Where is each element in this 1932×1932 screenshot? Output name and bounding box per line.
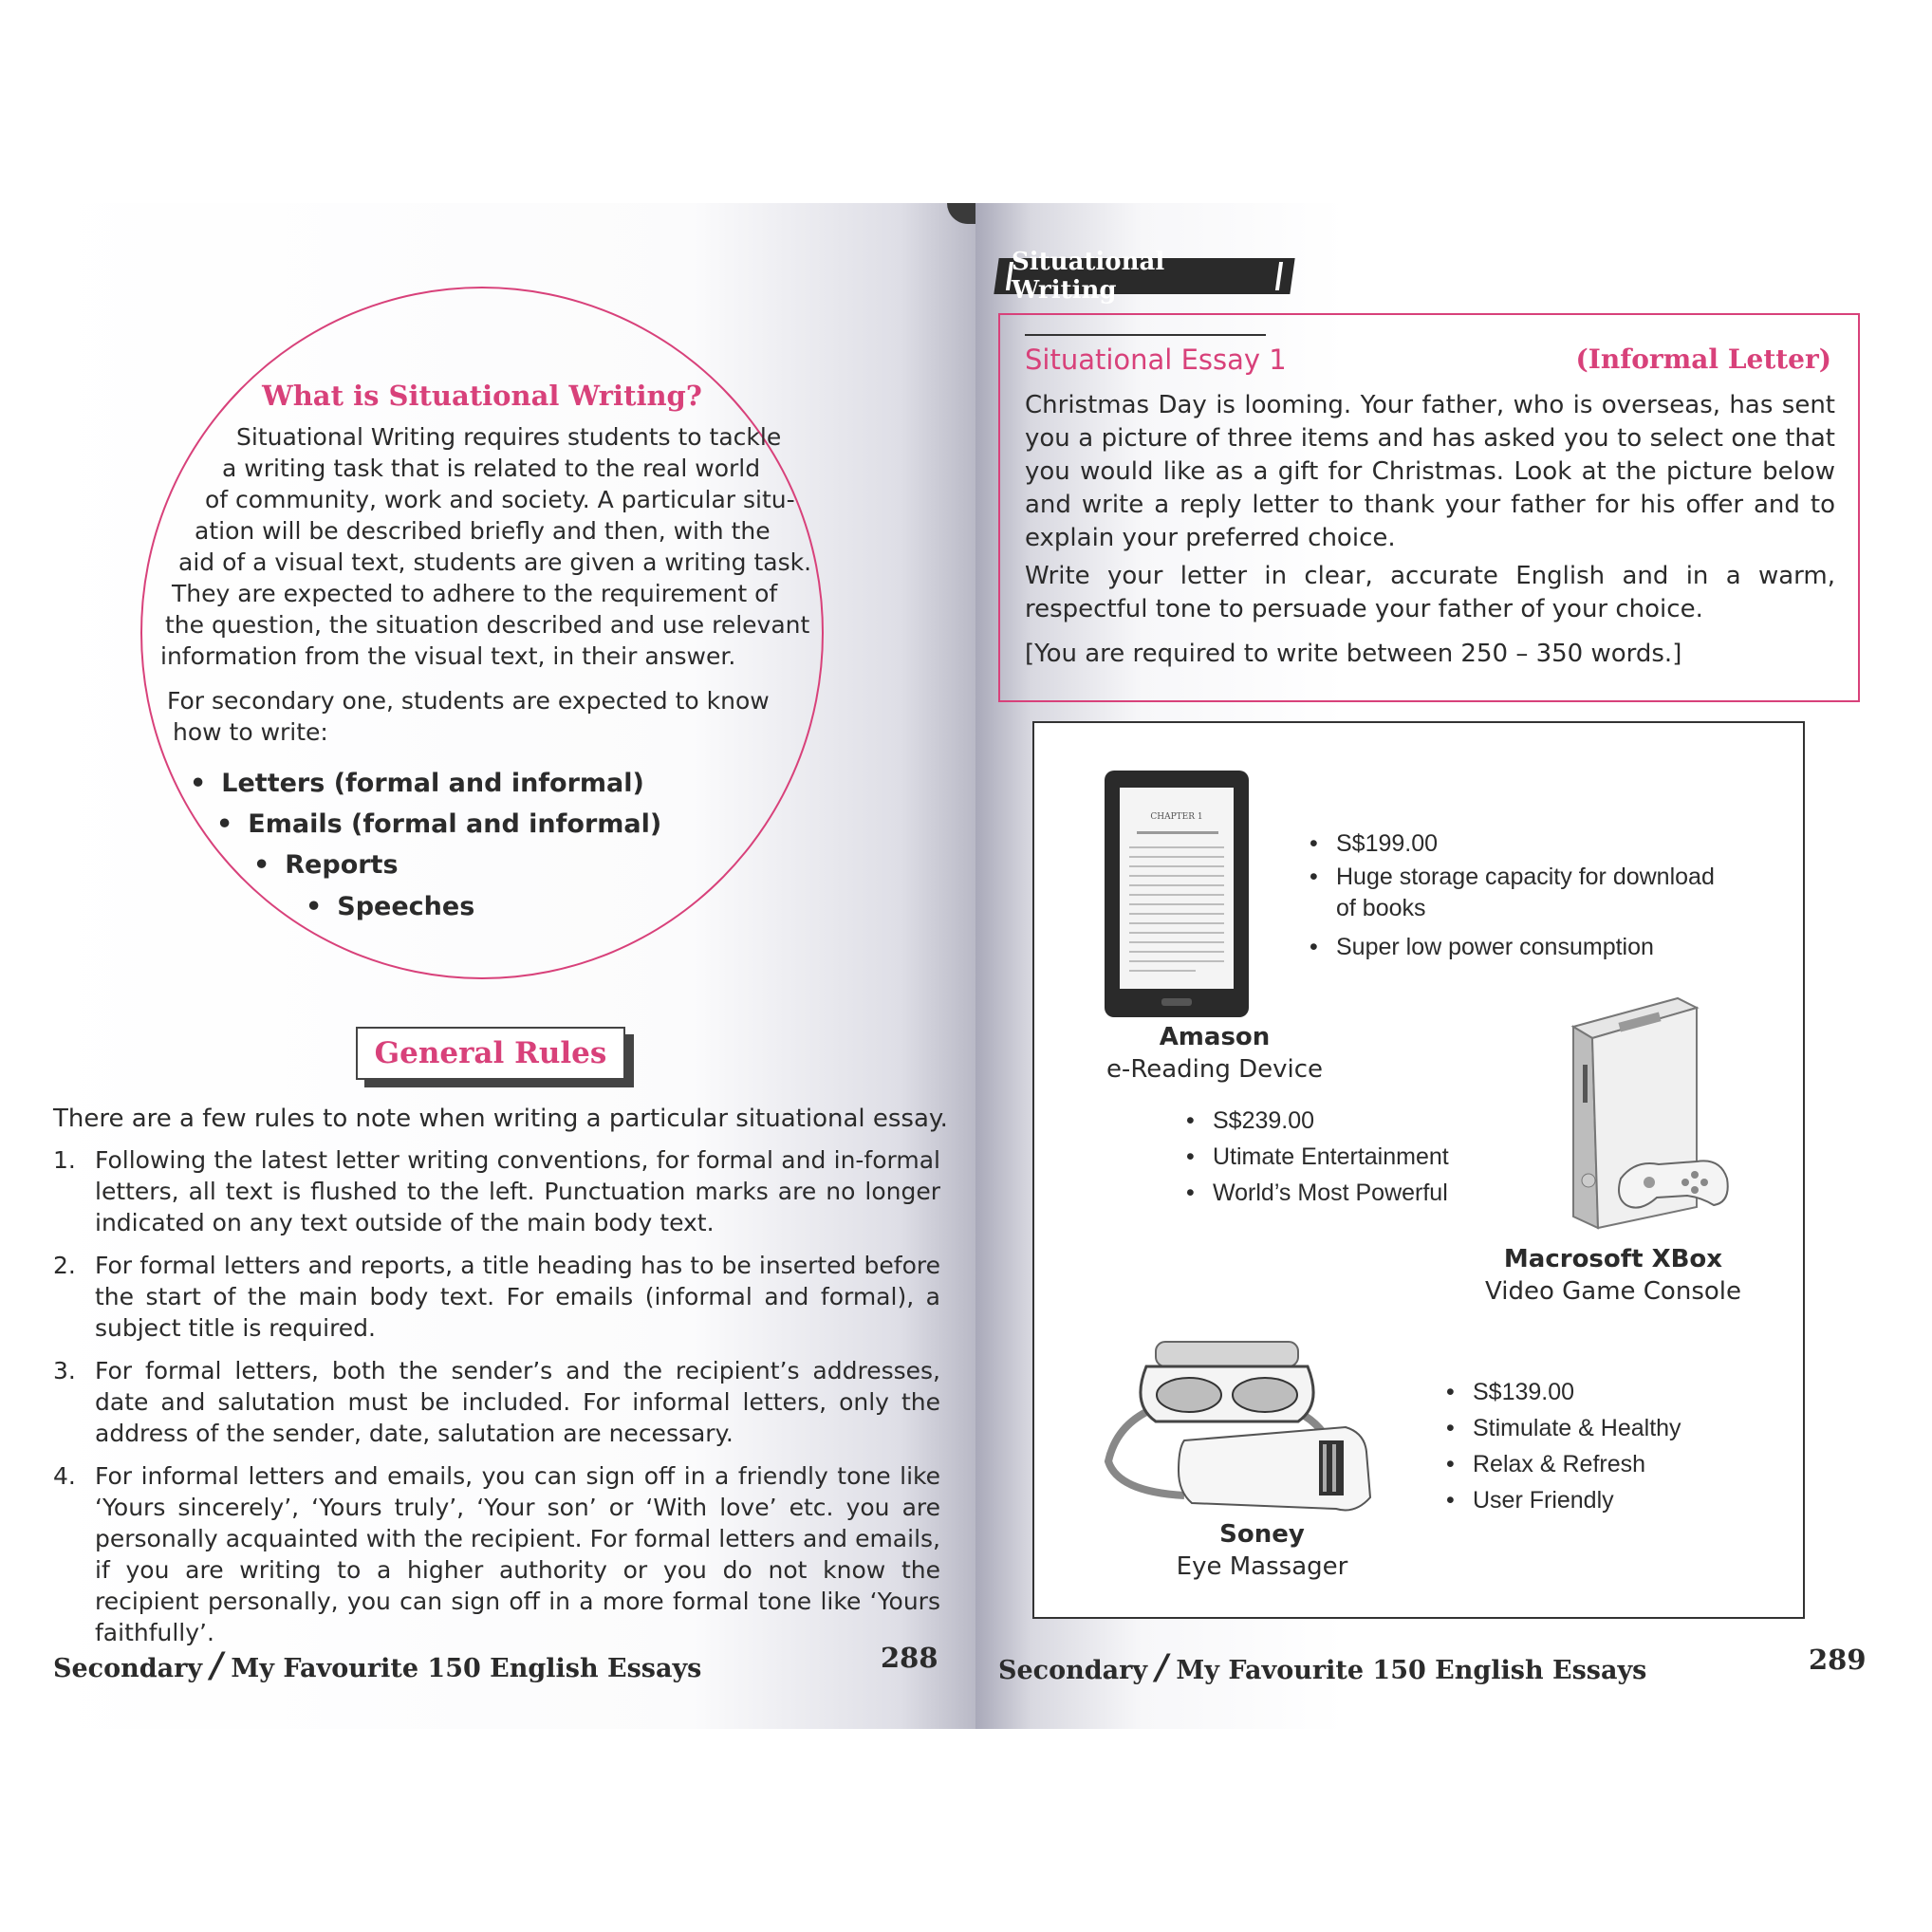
rule-text: For informal letters and emails, you can sign off in a friendly tone like ‘Yours sincerely’, ‘Yours truly’, ‘Your son’ or ‘With love’ etc. you are personally acquainted with the recipient. For formal letters and emails, if you are writing to a higher authority or you do not know the recipient personally, you can sign off in a more formal tone like ‘Yours faithfully’. (95, 1462, 940, 1646)
section-tab: Situational Writing (994, 258, 1294, 294)
circle-line: information from the visual text, in their answer. (160, 642, 736, 670)
bullet-item: • Relax & Refresh (1446, 1446, 1681, 1482)
footer-left: Secondary / My Favourite 150 English Essays (53, 1645, 702, 1685)
product-desc-xbox: Video Game Console (1485, 1277, 1741, 1306)
circle-bullet: • Letters (formal and informal) (190, 769, 644, 798)
rule-item (53, 1460, 940, 1648)
amason-bullets (1310, 826, 1727, 965)
e-reader-screen-heading: CHAPTER 1 (1150, 812, 1203, 822)
rule-item (53, 1355, 940, 1449)
circle-title: What is Situational Writing? (262, 380, 702, 412)
circle-line: For secondary one, students are expected to know (167, 687, 770, 715)
circle-paragraph-2 (167, 685, 770, 748)
soney-bullets (1446, 1374, 1681, 1518)
circle-line: Situational Writing requires students to tackle (236, 423, 782, 451)
divider (1025, 334, 1266, 336)
bullet-item: • S$199.00 (1310, 826, 1727, 862)
rule-text: Following the latest letter writing conventions, for formal and in-formal letters, all text is flushed to the left. Punctuation marks are no longer indicated on any text outside of the main body text. (95, 1146, 940, 1236)
rule-number: 3. (53, 1357, 76, 1384)
task-word-limit: [You are required to write between 250 – 350 words.] (1025, 640, 1682, 668)
task-paragraph: Christmas Day is looming. Your father, who is overseas, has sent you a picture of three items and has asked you to select one that you would like as a gift for Christmas. Look at the picture below and write a reply letter to thank your father for his offer and to explain your preferred choice. (1025, 391, 1835, 552)
visual-text-box (1032, 721, 1805, 1619)
bullet-item: • Stimulate & Healthy (1446, 1410, 1681, 1446)
essay-label: Situational Essay 1 (1025, 344, 1287, 376)
product-name-soney: Soney (1219, 1520, 1305, 1549)
e-reader-image (1105, 771, 1251, 1019)
page-number-289: 289 (1809, 1644, 1867, 1676)
task-paragraph: Write your letter in clear, accurate English and in a warm, respectful tone to persuade your father of your choice. (1025, 562, 1835, 623)
page-number-288: 288 (881, 1642, 938, 1674)
page-288 (36, 203, 975, 1729)
essay-type: (Informal Letter) (1575, 344, 1831, 375)
rule-item (53, 1250, 940, 1344)
xbox-console-image (1545, 998, 1735, 1239)
rule-item (53, 1144, 940, 1238)
product-name-xbox: Macrosoft XBox (1503, 1245, 1723, 1273)
circle-line: how to write: (173, 718, 328, 746)
task-box (998, 313, 1860, 702)
rule-number: 2. (53, 1252, 76, 1279)
book-spread (36, 203, 1898, 1729)
circle-bullet: • Emails (formal and informal) (216, 809, 662, 839)
bullet-item: • S$239.00 (1186, 1103, 1449, 1139)
circle-bullet: • Reports (253, 850, 399, 880)
circle-line: a writing task that is related to the real world (222, 455, 761, 482)
bullet-item: • Huge storage capacity for download of books (1310, 862, 1727, 924)
rule-number: 1. (53, 1146, 76, 1174)
bullet-item: • Super low power consumption (1310, 929, 1727, 965)
product-desc-soney: Eye Massager (1176, 1552, 1348, 1581)
rules-intro: There are a few rules to note when writing a particular situational essay. (53, 1105, 948, 1133)
rule-text: For formal letters, both the sender’s and the recipient’s addresses, date and salutation must be included. For informal letters, only the address of the sender, date, salutation are necessary. (95, 1357, 940, 1447)
circle-line: aid of a visual text, students are given a writing task. (178, 548, 812, 576)
circle-line: the question, the situation described and use relevant (165, 611, 810, 639)
rule-number: 4. (53, 1462, 76, 1490)
circle-bullet: • Speeches (306, 892, 475, 921)
what-is-situational-writing-circle (140, 287, 824, 979)
product-desc-amason: e-Reading Device (1105, 1055, 1324, 1084)
circle-paragraph-1 (160, 421, 812, 672)
xbox-bullets (1186, 1103, 1449, 1211)
footer-right: Secondary / My Favourite 150 English Essays (998, 1647, 1647, 1687)
circle-line: ation will be described briefly and then, with the (195, 517, 771, 545)
bullet-item: • User Friendly (1446, 1482, 1681, 1518)
bullet-item: • World’s Most Powerful (1186, 1175, 1449, 1211)
product-name-amason: Amason (1159, 1023, 1271, 1051)
circle-line: They are expected to adhere to the requirement of (172, 580, 778, 607)
bullet-item: • Utimate Entertainment (1186, 1139, 1449, 1175)
rule-text: For formal letters and reports, a title heading has to be inserted before the start of the main body text. For emails (informal and formal), a subject title is required. (95, 1252, 940, 1342)
circle-line: of community, work and society. A particular situ- (205, 486, 795, 513)
eye-massager-image (1099, 1328, 1374, 1528)
general-rules-heading: General Rules (356, 1027, 625, 1080)
bullet-item: • S$139.00 (1446, 1374, 1681, 1410)
page-289 (975, 203, 1898, 1729)
